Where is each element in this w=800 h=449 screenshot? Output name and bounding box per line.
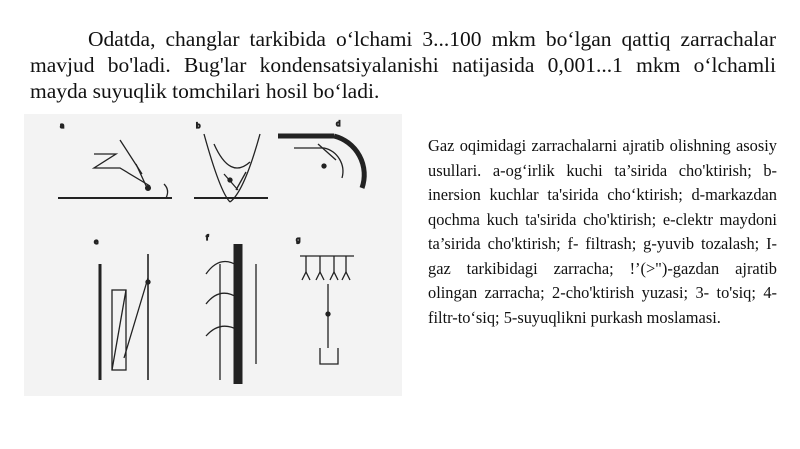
panel-label-e: e bbox=[94, 238, 99, 246]
intro-paragraph: Odatda, changlar tarkibida o‘lchami 3...100 mkm bo‘lgan qattiq zarrachalar mavjud bo'ladi. Bug'lar kondensatsiyalanishi natijasida 0,001...1 mkm o‘lchamli mayda suyuqlik tomchilari hosil bo‘ladi. bbox=[30, 27, 776, 103]
panel-e-electrostatic-diagram bbox=[94, 238, 150, 380]
panel-a-gravity-diagram bbox=[58, 122, 172, 198]
panel-label-d: d bbox=[336, 120, 341, 128]
panel-g-scrubbing-diagram bbox=[296, 236, 354, 364]
separation-methods-figure bbox=[24, 114, 402, 396]
panel-f-filtration-diagram bbox=[206, 234, 256, 384]
panel-label-f: f bbox=[206, 234, 209, 242]
panel-b-inertial-diagram bbox=[194, 122, 268, 202]
panel-label-b: b bbox=[196, 122, 201, 130]
panel-d-centrifugal-diagram bbox=[278, 120, 364, 188]
panel-label-g: g bbox=[296, 236, 301, 244]
figure-caption: Gaz oqimidagi zarrachalarni ajratib olishning asosiy usullari. a-og‘irlik kuchi ta’sirida cho'ktirish; b-inersion kuchlar ta'sirida cho‘ktirish; d-markazdan qochma kuch ta'sirida cho'ktirish; e-clektr maydoni ta’sirida cho'ktirish; f- filtrash; g-yuvib tozalash; I-gaz tarkibidagi zarracha; !’(>")-gazdan ajratib olingan zarracha; 2-cho'ktirish yuzasi; 3- to'siq; 4-filtr-to‘siq; 5-suyuqlikni purkash moslamasi. bbox=[428, 136, 777, 327]
panel-label-a: a bbox=[60, 122, 65, 130]
